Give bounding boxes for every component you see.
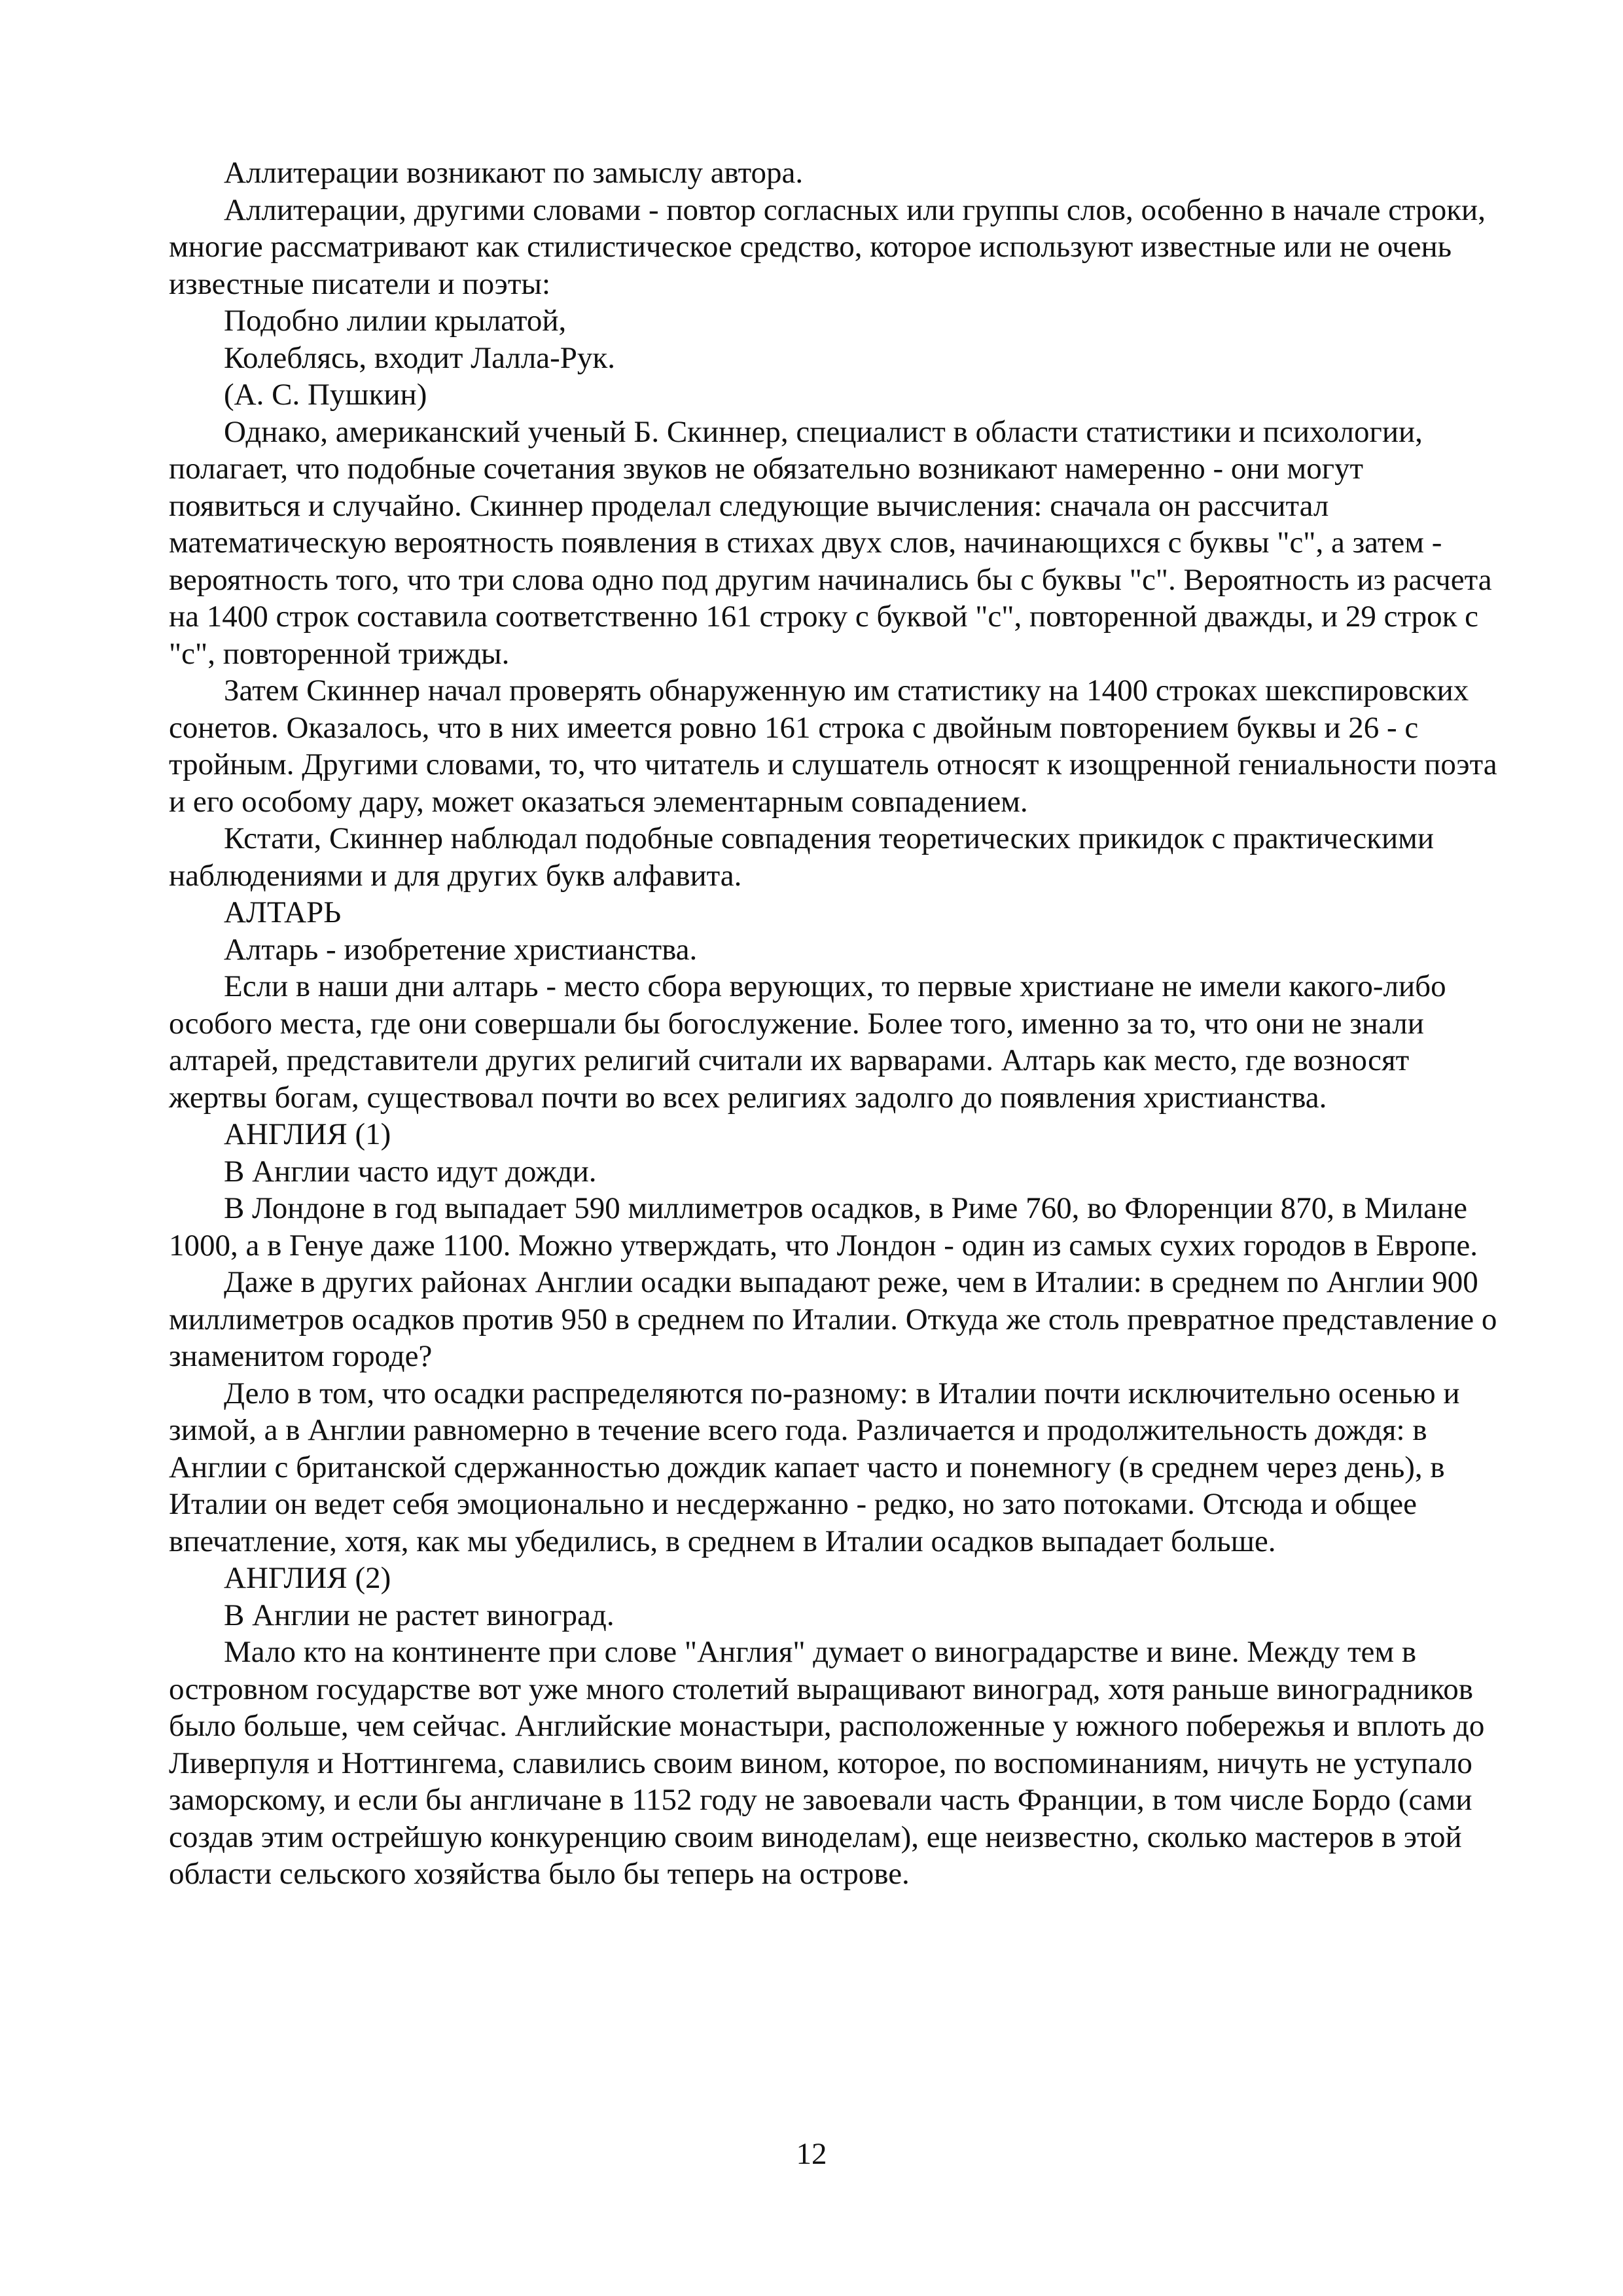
paragraph-altar-explanation: Если в наши дни алтарь - место сбора верующих, то первые христиане не имели какого-либо особого места, где они совершали бы богослужение. Более того, именно за то, что они не знали алтарей, представители других религий считали их варварами. Алтарь как место, где возносят жертвы богам, существовал почти во всех религиях задолго до появления христианства. [169, 969, 1446, 1115]
paragraph-skinner-other-letters: Кстати, Скиннер наблюдал подобные совпадения теоретических прикидок с практическими наблюдениями и для других букв алфавита. [169, 821, 1434, 893]
verse-attribution: (А. С. Пушкин) [224, 378, 427, 412]
paragraph-england-rain-distribution: Дело в том, что осадки распределяются по-разному: в Италии почти исключительно осенью и зимой, а в Англии равномерно в течение всего года. Различается и продолжительность дождя: в Англии с британской сдержанностью дождик капает часто и понемногу (в среднем через день), в Италии он ведет себя эмоционально и несдержанно - редко, но зато потоками. Отсюда и общее впечатление, хотя, как мы убедились, в среднем в Италии осадков выпадает больше. [169, 1376, 1460, 1558]
paragraph-alliteration-intro: Аллитерации возникают по замыслу автора. [224, 156, 804, 190]
heading-altar: АЛТАРЬ [224, 895, 342, 929]
paragraph-england-regions-rainfall: Даже в других районах Англии осадки выпадают реже, чем в Италии: в среднем по Англии 900 миллиметров осадков против 950 в среднем по Италии. Откуда же столь превратное представление о знаменитом городе? [169, 1265, 1497, 1373]
paragraph-skinner-sonnets: Затем Скиннер начал проверять обнаруженную им статистику на 1400 строках шекспировских сонетов. Оказалось, что в них имеется ровно 161 строка с двойным повторением буквы и 26 - с тройным. Другими словами, то, что читатель и слушатель относят к изощренной гениальности поэта и его особому дару, может оказаться элементарным совпадением. [169, 673, 1497, 819]
page-body [169, 154, 1500, 1893]
verse-line-2: Колеблясь, входит Лалла-Рук. [224, 340, 616, 375]
heading-england-2: АНГЛИЯ (2) [224, 1561, 391, 1595]
paragraph-altar-claim: Алтарь - изобретение христианства. [224, 932, 698, 967]
paragraph-england-rain-claim: В Англии часто идут дожди. [224, 1154, 597, 1189]
verse-line-1: Подобно лилии крылатой, [224, 304, 567, 338]
heading-england-1: АНГЛИЯ (1) [224, 1117, 391, 1151]
paragraph-england-winemaking: Мало кто на континенте при слове "Англия" думает о виноградарстве и вине. Между тем в островном государстве вот уже много столетий выращивают виноград, хотя раньше виноградников было больше, чем сейчас. Английские монастыри, расположенные у южного побережья и вплоть до Ливерпуля и Ноттингема, славились своим вином, которое, по воспоминаниям, ничуть не уступало заморскому, и если бы англичане в 1152 году не завоевали часть Франции, в том числе Бордо (сами создав этим острейшую конкуренцию своим виноделам), еще неизвестно, сколько мастеров в этой области сельского хозяйства было бы теперь на острове. [169, 1635, 1485, 1891]
paragraph-england-london-rainfall: В Лондоне в год выпадает 590 миллиметров осадков, в Риме 760, во Флоренции 870, в Милане 1000, а в Генуе даже 1100. Можно утверждать, что Лондон - один из самых сухих городов в Европе. [169, 1191, 1478, 1263]
page-number: 12 [796, 2137, 827, 2171]
paragraph-alliteration-definition: Аллитерации, другими словами - повтор согласных или группы слов, особенно в начале строки, многие рассматривают как стилистическое средство, которое используют известные или не очень известные писатели и поэты: [169, 192, 1486, 301]
paragraph-england-grapes-claim: В Англии не растет виноград. [224, 1598, 615, 1632]
paragraph-skinner-calculation: Однако, американский ученый Б. Скиннер, специалист в области статистики и психологии, полагает, что подобные сочетания звуков не обязательно возникают намеренно - они могут появиться и случайно. Скиннер проделал следующие вычисления: сначала он рассчитал математическую вероятность появления в стихах двух слов, начинающихся с буквы "с", а затем - вероятность того, что три слова одно под другим начинались бы с буквы "с". Вероятность из расчета на 1400 строк составила соответственно 161 строку с буквой "с", повторенной дважды, и 29 строк с "с", повторенной трижды. [169, 414, 1492, 671]
